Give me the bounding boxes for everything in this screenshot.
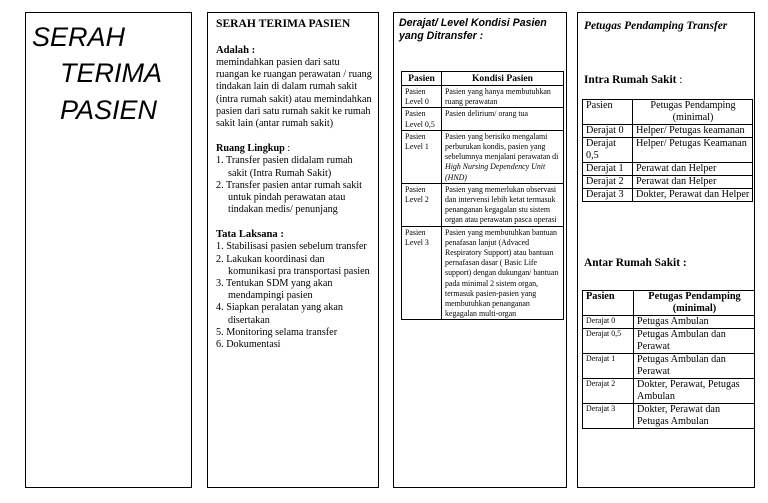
column-header-patient: Pasien (402, 72, 442, 86)
level-cell: Derajat 2 (583, 379, 634, 404)
definition-heading: Adalah : (216, 45, 256, 56)
staff-cell: Petugas Ambulan dan Perawat (634, 354, 755, 379)
staff-cell: Petugas Ambulan (634, 316, 755, 329)
staff-cell: Perawat dan Helper (633, 163, 753, 176)
staff-cell: Helper/ Petugas Keamanan (633, 138, 753, 163)
condition-cell: Pasien yang membutuhkan bantuan penafasan lanjut (Advaced Respiratory Support) atau bantuan pernafasan dasar ( Basic Life support) dengan dukungan/ bantuan pada minimal 2 sistem organ, termasuk pasien-pasien yang membutuhkan penanganan kegagalan multi-organ (442, 226, 564, 320)
table-header-row (583, 291, 755, 316)
cover-title-line: TERIMA (60, 58, 163, 88)
table-row (583, 404, 755, 429)
column-header-patient: Pasien (583, 100, 633, 125)
procedure-heading: Tata Laksana : (216, 229, 284, 241)
level-cell: Derajat 0 (583, 125, 633, 138)
table-row (583, 329, 755, 354)
staff-cell: Dokter, Perawat dan Petugas Ambulan (634, 404, 755, 429)
staff-cell: Dokter, Perawat dan Helper (633, 189, 753, 202)
cover-title-line: PASIEN (60, 95, 158, 125)
level-cell: Pasien Level 3 (402, 226, 442, 320)
table-header-row (402, 72, 564, 86)
scope-heading-suffix: : (284, 143, 291, 155)
escort-panel (577, 12, 755, 488)
table-header-row (583, 100, 753, 125)
column-header-patient: Pasien (583, 291, 634, 316)
list-item: 2. Transfer pasien antar rumah sakit untuk pindah perawatan atau tindakan medis/ penunjang (216, 179, 362, 216)
table-row (583, 138, 753, 163)
table-row (402, 130, 564, 183)
procedure-section (216, 229, 372, 351)
scope-heading-line (216, 143, 372, 155)
condition-text: Pasien yang berisiko mengalami perburukan kondis, pasien yang sebelumnya menjalani perawatan di (445, 131, 559, 162)
definition-text: memindahkan pasien dari satu ruangan ke ruangan perawatan / ruang tindakan lain di dalam rumah sakit (intra rumah sakit) atau memindahkan pasien dari satu rumah sakit ke rumah sakit lain (antar rumah sakit) (216, 57, 372, 130)
level-cell: Derajat 0 (583, 316, 634, 329)
column-header-condition: Kondisi Pasien (442, 72, 564, 86)
level-cell: Pasien Level 0 (402, 86, 442, 108)
patient-level-table (401, 71, 564, 320)
level-cell: Derajat 1 (583, 354, 634, 379)
patient-level-heading: Derajat/ Level Kondisi Pasien yang Ditransfer : (399, 17, 547, 42)
column-header-staff: Petugas Pendamping (minimal) (633, 100, 753, 125)
table-row (583, 354, 755, 379)
procedure-list (216, 241, 372, 351)
table-row (402, 183, 564, 226)
condition-cell (442, 130, 564, 183)
scope-heading: Ruang Lingkup (216, 143, 285, 155)
cover-panel (25, 12, 192, 488)
table-row (583, 379, 755, 404)
list-item: 1. Transfer pasien didalam rumah sakit (Intra Rumah Sakit) (216, 155, 353, 179)
level-cell: Derajat 1 (583, 163, 633, 176)
antar-title: Antar Rumah Sakit : (584, 257, 687, 269)
table-row (583, 163, 753, 176)
table-row (583, 316, 755, 329)
condition-cell: Pasien delirium/ orang tua (442, 108, 564, 130)
intra-title-line (584, 74, 682, 86)
table-row (583, 189, 753, 202)
level-cell: Pasien Level 2 (402, 183, 442, 226)
condition-italic-text: High Nursing Dependency Unit (HND) (445, 162, 546, 182)
intra-title-suffix: : (676, 74, 683, 86)
condition-cell: Pasien yang hanya membutuhkan ruang perawatan (442, 86, 564, 108)
staff-cell: Helper/ Petugas keamanan (633, 125, 753, 138)
table-row (583, 125, 753, 138)
intra-escort-table (582, 99, 753, 202)
table-row (402, 226, 564, 320)
condition-cell: Pasien yang memerlukan observasi dan intervensi lebih ketat termasuk penanganan kegagalan stu sistem organ atau perawatan pasca operasi (442, 183, 564, 226)
list-item: 3. Tentukan SDM yang akan mendampingi pasien (216, 278, 333, 302)
escort-heading: Petugas Pendamping Transfer (584, 20, 728, 32)
level-cell: Pasien Level 1 (402, 130, 442, 183)
level-cell: Derajat 3 (583, 404, 634, 429)
antar-escort-table (582, 290, 755, 429)
staff-cell: Perawat dan Helper (633, 176, 753, 189)
level-cell: Pasien Level 0,5 (402, 108, 442, 130)
patient-level-panel (393, 12, 567, 488)
column-header-staff: Petugas Pendamping (minimal) (634, 291, 755, 316)
scope-section (216, 143, 372, 216)
level-cell: Derajat 0,5 (583, 138, 633, 163)
list-item: 4. Siapkan peralatan yang akan disertakan (216, 302, 344, 326)
cover-title-line: SERAH (32, 22, 126, 52)
list-item: 6. Dokumentasi (216, 339, 281, 351)
staff-cell: Petugas Ambulan dan Perawat (634, 329, 755, 354)
panel-title: SERAH TERIMA PASIEN (216, 17, 351, 30)
level-cell: Derajat 3 (583, 189, 633, 202)
intra-title: Intra Rumah Sakit (584, 74, 677, 86)
table-row (583, 176, 753, 189)
list-item: 2. Lakukan koordinasi dan komunikasi pra transportasi pasien (216, 253, 370, 277)
scope-list (216, 155, 372, 216)
table-row (402, 86, 564, 108)
definition-panel (207, 12, 379, 488)
level-cell: Derajat 0,5 (583, 329, 634, 354)
staff-cell: Dokter, Perawat, Petugas Ambulan (634, 379, 755, 404)
list-item: 1. Stabilisasi pasien sebelum transfer (216, 241, 367, 253)
list-item: 5. Monitoring selama transfer (216, 326, 338, 338)
level-cell: Derajat 2 (583, 176, 633, 189)
table-row (402, 108, 564, 130)
